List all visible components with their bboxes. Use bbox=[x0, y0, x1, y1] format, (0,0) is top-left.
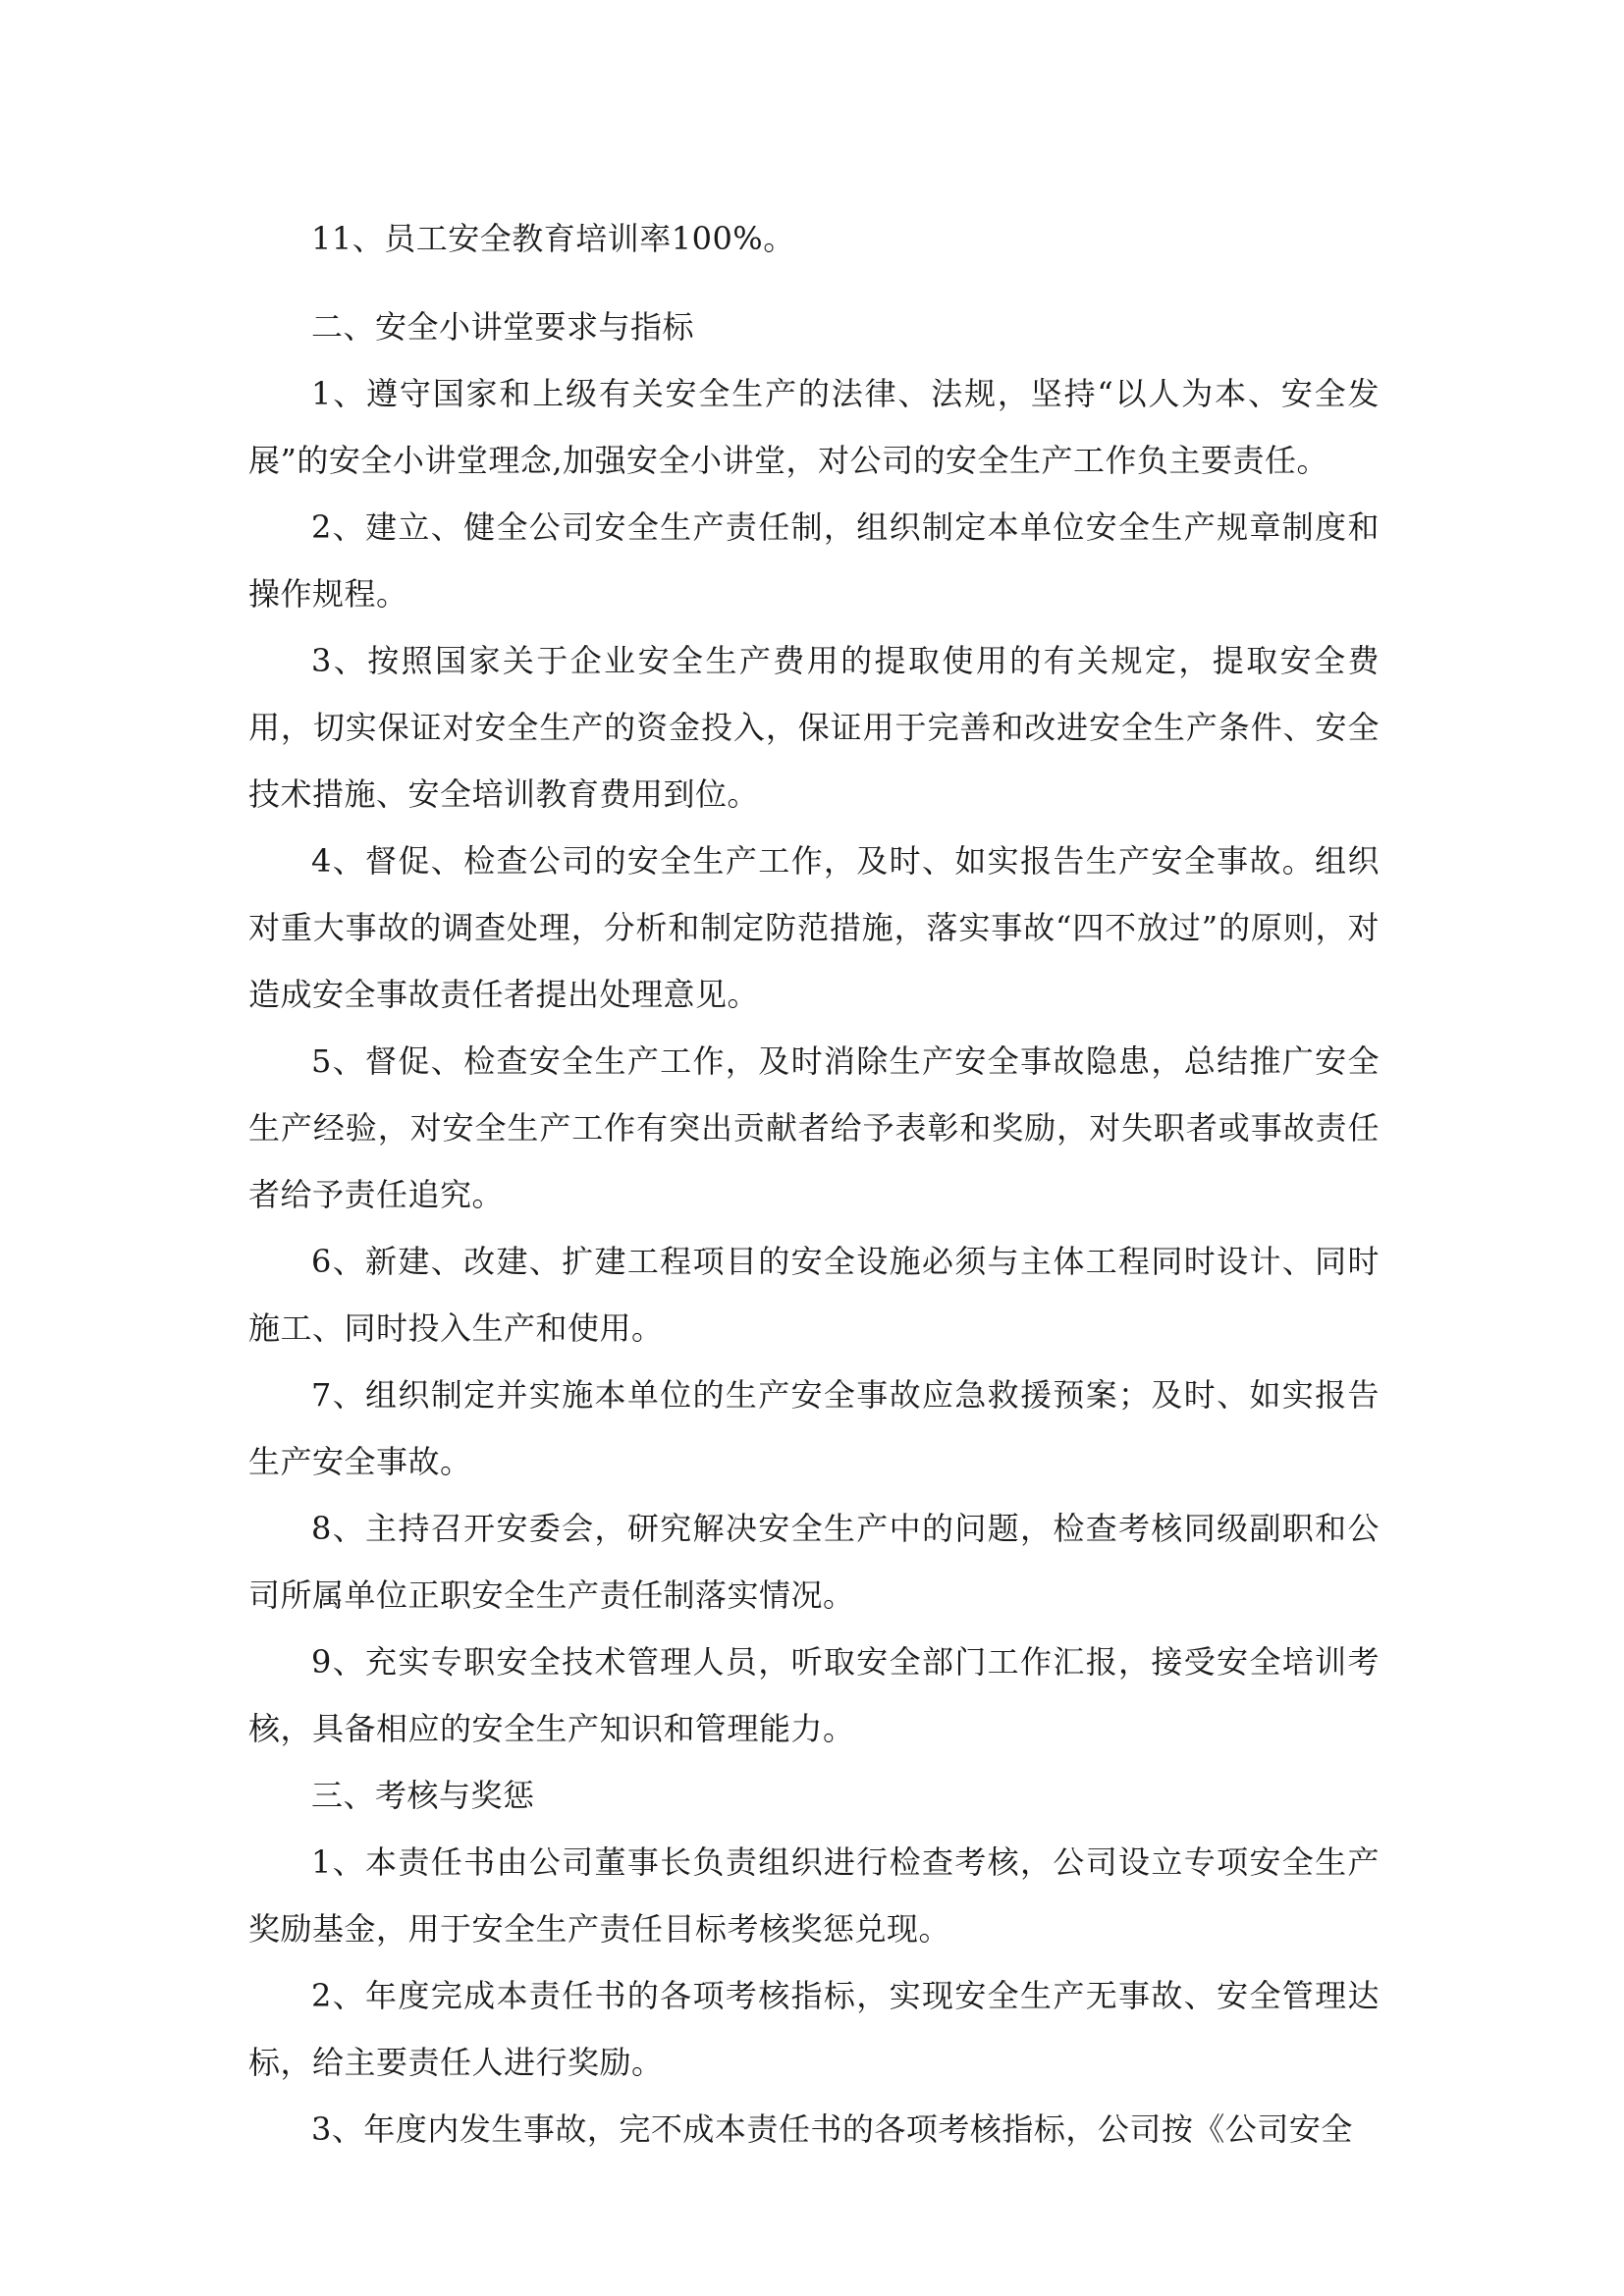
section-3-item-1: 1、本责任书由公司董事长负责组织进行检查考核，公司设立专项安全生产奖励基金，用于安全生产责任目标考核奖惩兑现。 bbox=[248, 1843, 1380, 1948]
item-11-training-rate: 11、员工安全教育培训率100%。 bbox=[311, 220, 795, 257]
section-2-item-1: 1、遵守国家和上级有关安全生产的法律、法规，坚持“以人为本、安全发展”的安全小讲堂理念,加强安全小讲堂，对公司的安全生产工作负主要责任。 bbox=[248, 375, 1380, 479]
section-2-item-3: 3、按照国家关于企业安全生产费用的提取使用的有关规定，提取安全费用，切实保证对安全生产的资金投入，保证用于完善和改进安全生产条件、安全技术措施、安全培训教育费用到位。 bbox=[248, 642, 1380, 813]
section-3-item-3: 3、年度内发生事故，完不成本责任书的各项考核指标，公司按《公司安全 bbox=[311, 2110, 1353, 2148]
document-body bbox=[248, 205, 1380, 2163]
section-3-heading: 三、考核与奖惩 bbox=[311, 1777, 535, 1814]
section-2-item-2: 2、建立、健全公司安全生产责任制，组织制定本单位安全生产规章制度和操作规程。 bbox=[248, 508, 1380, 613]
section-3-item-2: 2、年度完成本责任书的各项考核指标，实现安全生产无事故、安全管理达标，给主要责任人进行奖励。 bbox=[248, 1977, 1380, 2081]
section-2-item-7: 7、组织制定并实施本单位的生产安全事故应急救援预案；及时、如实报告生产安全事故。 bbox=[248, 1376, 1380, 1480]
section-2-item-8: 8、主持召开安委会，研究解决安全生产中的问题，检查考核同级副职和公司所属单位正职安全生产责任制落实情况。 bbox=[248, 1510, 1380, 1614]
section-2-item-6: 6、新建、改建、扩建工程项目的安全设施必须与主体工程同时设计、同时施工、同时投入生产和使用。 bbox=[248, 1243, 1380, 1347]
section-2-heading: 二、安全小讲堂要求与指标 bbox=[311, 308, 695, 346]
section-2-item-4: 4、督促、检查公司的安全生产工作，及时、如实报告生产安全事故。组织对重大事故的调查处理，分析和制定防范措施，落实事故“四不放过”的原则，对造成安全事故责任者提出处理意见。 bbox=[248, 842, 1380, 1013]
section-2-item-5: 5、督促、检查安全生产工作，及时消除生产安全事故隐患，总结推广安全生产经验，对安全生产工作有突出贡献者给予表彰和奖励，对失职者或事故责任者给予责任追究。 bbox=[248, 1042, 1380, 1213]
section-2-item-9: 9、充实专职安全技术管理人员，听取安全部门工作汇报，接受安全培训考核，具备相应的安全生产知识和管理能力。 bbox=[248, 1643, 1380, 1747]
